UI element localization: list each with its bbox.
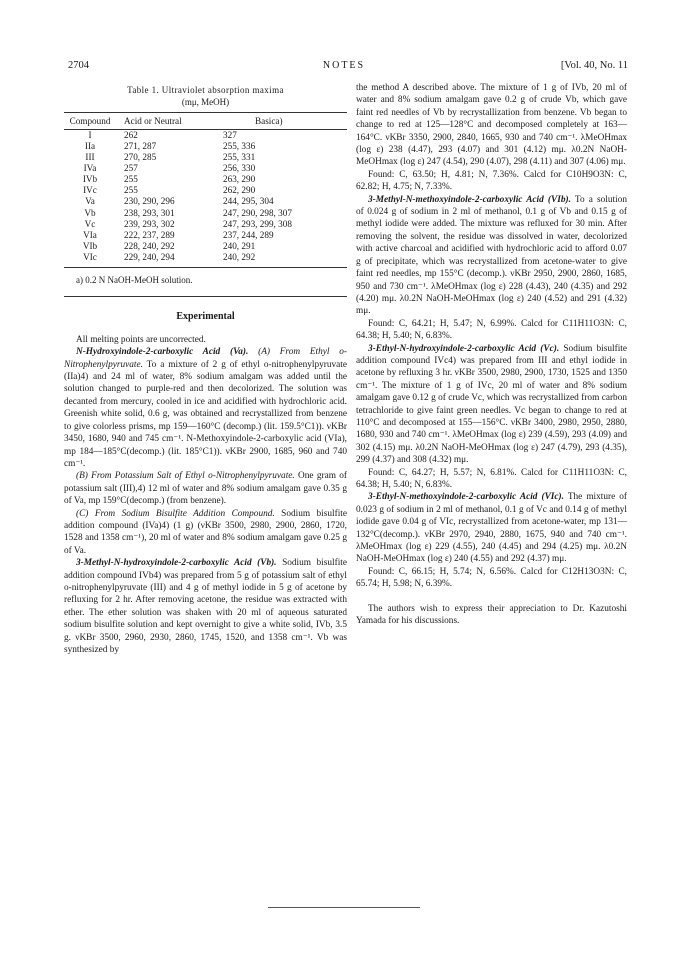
acknowledgement: The authors wish to express their appreciation to Dr. Kazutoshi Yamada for his discussions.: [356, 603, 627, 627]
paragraph-text: To a solution of 0.024 g of sodium in 2 ml of methanol, 0.1 g of Vb and 0.15 g of methyl iodide were added. The mixture was refluxed for 30 min. After removing the solvent, the residue was dissolved in water, decolorized with active charcoal and acidified with hydrochloric acid to afford 0.07 g of precipitate, which was recrystallized from acetone-water to give faint red needles, mp 155°C (decomp.). νKBr 2950, 2900, 2860, 1685, 950 and 730 cm⁻¹. λMeOHmax (log ε) 228 (4.43), 240 (4.35) and 292 (4.20) mμ. λ0.2N NaOH-MeOHmax (log ε) 240 (4.52) and 291 (4.32) mμ.: [356, 194, 628, 317]
paragraph-text: Sodium bisulfite addition compound IVb4) was prepared from 5 g of potassium salt of ethyl o-nitrophenylpyruvate (III) and 4 g of methyl iodide in 5 g of acetone by refluxing for 2 hr. After removing acetone, the residue was extracted with ether. The ether solution was shaken with 20 ml of aqueous saturated sodium bisulfite solution and kept overnight to give a white solid, IVb, 3.5 g. νKBr 3500, 2960, 2930, 2860, 1745, 1520, and 1358 cm⁻¹. Vb was synthesized by: [64, 558, 348, 655]
compound-cell: Vb: [84, 207, 96, 218]
paragraph: [356, 343, 627, 467]
table-row: [64, 129, 347, 141]
basic-cell: 256, 330: [223, 163, 256, 174]
compound-cell: I: [88, 129, 92, 140]
elemental-analysis: Found: C, 64.27; H, 5.57; N, 6.81%. Calcd for C11H11O3N: C, 64.38; H, 5.40; N, 6.83%.: [356, 467, 627, 490]
basic-cell: 247, 293, 299, 308: [223, 218, 292, 229]
basic-cell: 247, 290, 298, 307: [223, 207, 292, 218]
compound-cell: IVb: [82, 174, 98, 185]
compound-heading: 3-Ethyl-N-methoxyindole-2-carboxylic Acid (VIc).: [368, 492, 564, 503]
paragraph: [64, 557, 347, 656]
acid-neutral-cell: 270, 285: [124, 152, 157, 163]
paragraph: [64, 470, 347, 507]
compound-cell: VIa: [83, 229, 97, 240]
compound-cell: Va: [85, 196, 95, 207]
basic-cell: 244, 295, 304: [223, 196, 274, 207]
table-footnote: a) 0.2 N NaOH-MeOH solution.: [76, 275, 193, 286]
acid-neutral-cell: 262: [124, 129, 138, 140]
paragraph: [64, 346, 347, 470]
acid-neutral-cell: 271, 287: [124, 141, 157, 151]
column-header: Acid or Neutral: [116, 112, 219, 129]
footnote-rule: [64, 296, 347, 297]
column-header: Basica): [219, 112, 347, 129]
basic-cell: 255, 336: [223, 141, 256, 151]
compound-heading: 3-Methyl-N-methoxyindole-2-carboxylic Acid (VIb).: [368, 194, 571, 205]
paragraph: [356, 194, 627, 318]
paragraph-text: One gram of potassium salt (III),4) 12 ml of water and 8% sodium amalgam gave 0.35 g of Va, mp 159°C(decomp.) (from benzene).: [64, 471, 347, 507]
paragraph-text: the method A described above. The mixture of 1 g of IVb, 20 ml of water and 8% sodium amalgam gave 0.2 g of crude Vb, which gave faint red needles of Vb by recrystallization from benzene. Vb began to change to red at 125—128°C and decomposed completely at 163—164°C. νKBr 3350, 2900, 2840, 1665, 930 and 740 cm⁻¹. λMeOHmax (log ε) 238 (4.47), 293 (4.07) and 301 (4.12) mμ. λ0.2N NaOH-MeOHmax (log ε) 247 (4.54), 290 (4.07), 298 (4.11) and 307 (4.06) mμ.: [356, 83, 627, 168]
table-row: [64, 208, 347, 219]
paragraph-text: To a mixture of 2 g of ethyl o-nitrophenylpyruvate (IIa)4) and 24 ml of water, 8% sodium amalgam was added until the solution changed to purple-red and then decolorized. The solution was decanted from mercury, cooled in ice and acidified with hydrochloric acid. Greenish white solid, 0.6 g, was obtained and recrystallized from benzene to give colorless prisms, mp 159—160°C (decomp.) (lit. 159.5°C1)). νKBr 3450, 1680, 940 and 745 cm⁻¹. N-Methoxyindole-2-carboxylic acid (VIa), mp 184—185°C(decomp.) (lit. 185°C1)). νKBr 2900, 1685, 960 and 740 cm⁻¹.: [64, 359, 348, 469]
compound-heading: N-Hydroxyindole-2-carboxylic Acid (Va).: [76, 347, 249, 358]
compound-heading: 3-Methyl-N-hydroxyindole-2-carboxylic Acid (Vb).: [76, 558, 277, 569]
column-header: Compound: [64, 112, 116, 129]
compound-cell: IIa: [84, 141, 96, 151]
compound-heading: 3-Ethyl-N-hydroxyindole-2-carboxylic Acid (Vc).: [368, 343, 560, 354]
right-column: [356, 82, 627, 627]
end-rule: [268, 907, 420, 908]
table-row: [64, 141, 347, 152]
acid-neutral-cell: 228, 240, 292: [124, 240, 175, 251]
paragraph-text: Sodium bisulfite addition compound (IVa)4) (1 g) (νKBr 3500, 2980, 2900, 2860, 1720, 1528 and 1358 cm⁻¹), 20 ml of water and 8% sodium amalgam gave 0.25 g of Va.: [64, 508, 347, 556]
paragraph-text: The mixture of 0.023 g of sodium in 2 ml of methanol, 0.1 g of Vc and 0.14 g of methyl iodide gave 0.04 g of VIc, recrystallized from acetone-water, mp 131—132°C(decomp.). νKBr 2970, 2940, 2880, 1675, 940 and 740 cm⁻¹. λMeOHmax (log ε) 229 (4.55), 240 (4.45) and 294 (4.25) mμ. λ0.2N NaOH-MeOHmax (log ε) 240 (4.55) and 292 (4.37) mμ.: [356, 492, 628, 565]
basic-cell: 240, 292: [219, 252, 347, 268]
table-body: [64, 129, 347, 267]
compound-cell: III: [85, 152, 95, 163]
table-row: [64, 152, 347, 163]
compound-cell: VIc: [64, 252, 116, 268]
table-row: [64, 219, 347, 230]
compound-cell: IVa: [83, 163, 97, 174]
basic-cell: 237, 244, 289: [223, 229, 274, 240]
section-heading: Experimental: [176, 311, 235, 323]
elemental-analysis: Found: C, 64.21; H, 5.47; N, 6.99%. Calcd for C11H11O3N: C, 64.38; H, 5.40; N, 6.83%.: [356, 318, 627, 342]
paragraph: All melting points are uncorrected.: [76, 334, 206, 345]
method-label: (B) From Potassium Salt of Ethyl o-Nitrophenylpyruvate.: [76, 471, 295, 482]
basic-cell: 262, 290: [223, 185, 256, 196]
paragraph-text: Sodium bisulfite addition compound IVc4) was prepared from III and ethyl iodide in acetone by refluxing 3 hr. νKBr 3500, 2980, 2900, 1730, 1525 and 1350 cm⁻¹. The mixture of 1 g of IVc, 20 ml of water and 8% sodium amalgam gave 0.12 g of crude Vc, which was recrystallized from carbon tetrachloride to give faint green needles. Vc began to change to red at 110°C and decomposed at 155—156°C. νKBr 3400, 2980, 2950, 2880, 1680, 930 and 740 cm⁻¹. λMeOHmax (log ε) 239 (4.59), 293 (4.09) and 302 (4.15) mμ. λ0.2N NaOH-MeOHmax (log ε) 247 (4.79), 293 (4.35), 299 (4.37) and 308 (4.32) mμ.: [356, 343, 627, 466]
left-column: [64, 82, 347, 656]
compound-cell: IVc: [83, 185, 97, 196]
table-row: [64, 252, 347, 268]
method-label: (C) From Sodium Bisulfite Addition Compound.: [76, 508, 275, 519]
table-row: [64, 230, 347, 241]
basic-cell: 327: [223, 129, 237, 140]
acid-neutral-cell: 257: [124, 163, 138, 174]
uv-absorption-table: [64, 112, 347, 268]
acid-neutral-cell: 222, 237, 289: [124, 229, 175, 240]
table-caption-units: (mμ, MeOH): [181, 97, 230, 108]
table-caption: Table 1. Ultraviolet absorption maxima: [127, 85, 284, 95]
running-title: NOTES: [322, 60, 366, 71]
table-row: [64, 163, 347, 174]
acid-neutral-cell: 230, 290, 296: [124, 196, 175, 207]
paragraph: [356, 491, 627, 565]
basic-cell: 240, 291: [223, 240, 256, 251]
compound-cell: Vc: [84, 218, 96, 229]
basic-cell: 255, 331: [223, 152, 256, 163]
basic-cell: 263, 290: [223, 174, 256, 185]
acid-neutral-cell: 238, 293, 301: [124, 207, 175, 218]
table-row: [64, 196, 347, 207]
acid-neutral-cell: 229, 240, 294: [116, 252, 219, 268]
table-row: [64, 185, 347, 196]
acid-neutral-cell: 255: [124, 185, 138, 196]
acid-neutral-cell: 239, 293, 302: [124, 218, 175, 229]
table-row: [64, 174, 347, 185]
page-number: 2704: [68, 60, 89, 71]
table-row: [64, 241, 347, 252]
paragraph: [64, 508, 347, 558]
volume-label: [Vol. 40, No. 11: [560, 60, 628, 71]
acid-neutral-cell: 255: [124, 174, 138, 185]
compound-cell: VIb: [82, 240, 98, 251]
method-label: (A) From Ethyl o-Nitrophenylpyruvate.: [64, 347, 347, 370]
elemental-analysis: Found: C, 63.50; H, 4.81; N, 7.36%. Calcd for C10H9O3N: C, 62.82; H, 4.75; N, 7.33%.: [356, 169, 627, 193]
elemental-analysis: Found: C, 66.15; H, 5.74; N, 6.56%. Calcd for C12H13O3N: C, 65.74; H, 5.98; N, 6.39%.: [356, 566, 627, 590]
table-header-row: [64, 112, 347, 129]
